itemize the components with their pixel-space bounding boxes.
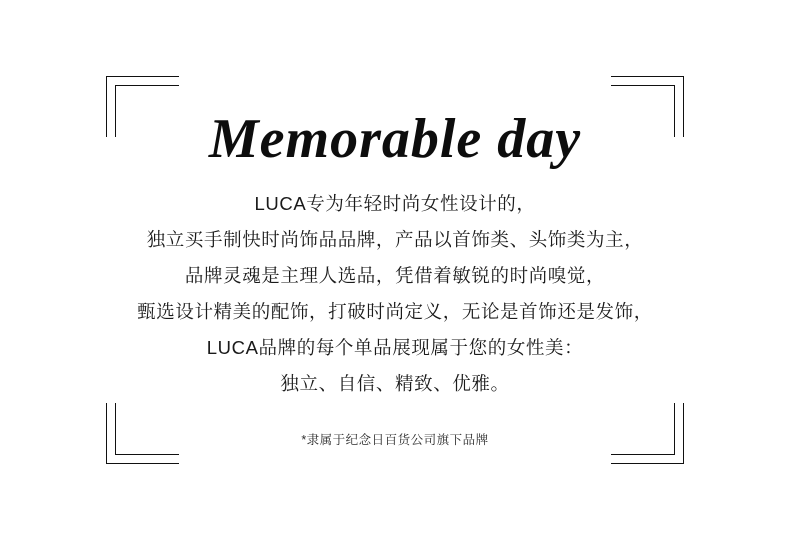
description-line: LUCA专为年轻时尚女性设计的，	[254, 193, 536, 214]
page-title: Memorable day	[208, 107, 582, 170]
description-line: 独立买手制快时尚饰品品牌，产品以首饰类、头饰类为主，	[146, 229, 644, 250]
description-line: 甄选设计精美的配饰，打破时尚定义，无论是首饰还是发饰，	[137, 301, 653, 322]
brand-description	[60, 186, 730, 402]
footnote-text: *隶属于纪念日百货公司旗下品牌	[301, 433, 489, 447]
description-line: 品牌灵魂是主理人选品，凭借着敏锐的时尚嗅觉，	[184, 265, 606, 286]
description-line: 独立、自信、精致、优雅。	[280, 373, 510, 394]
description-line: LUCA品牌的每个单品展现属于您的女性美：	[206, 337, 584, 358]
